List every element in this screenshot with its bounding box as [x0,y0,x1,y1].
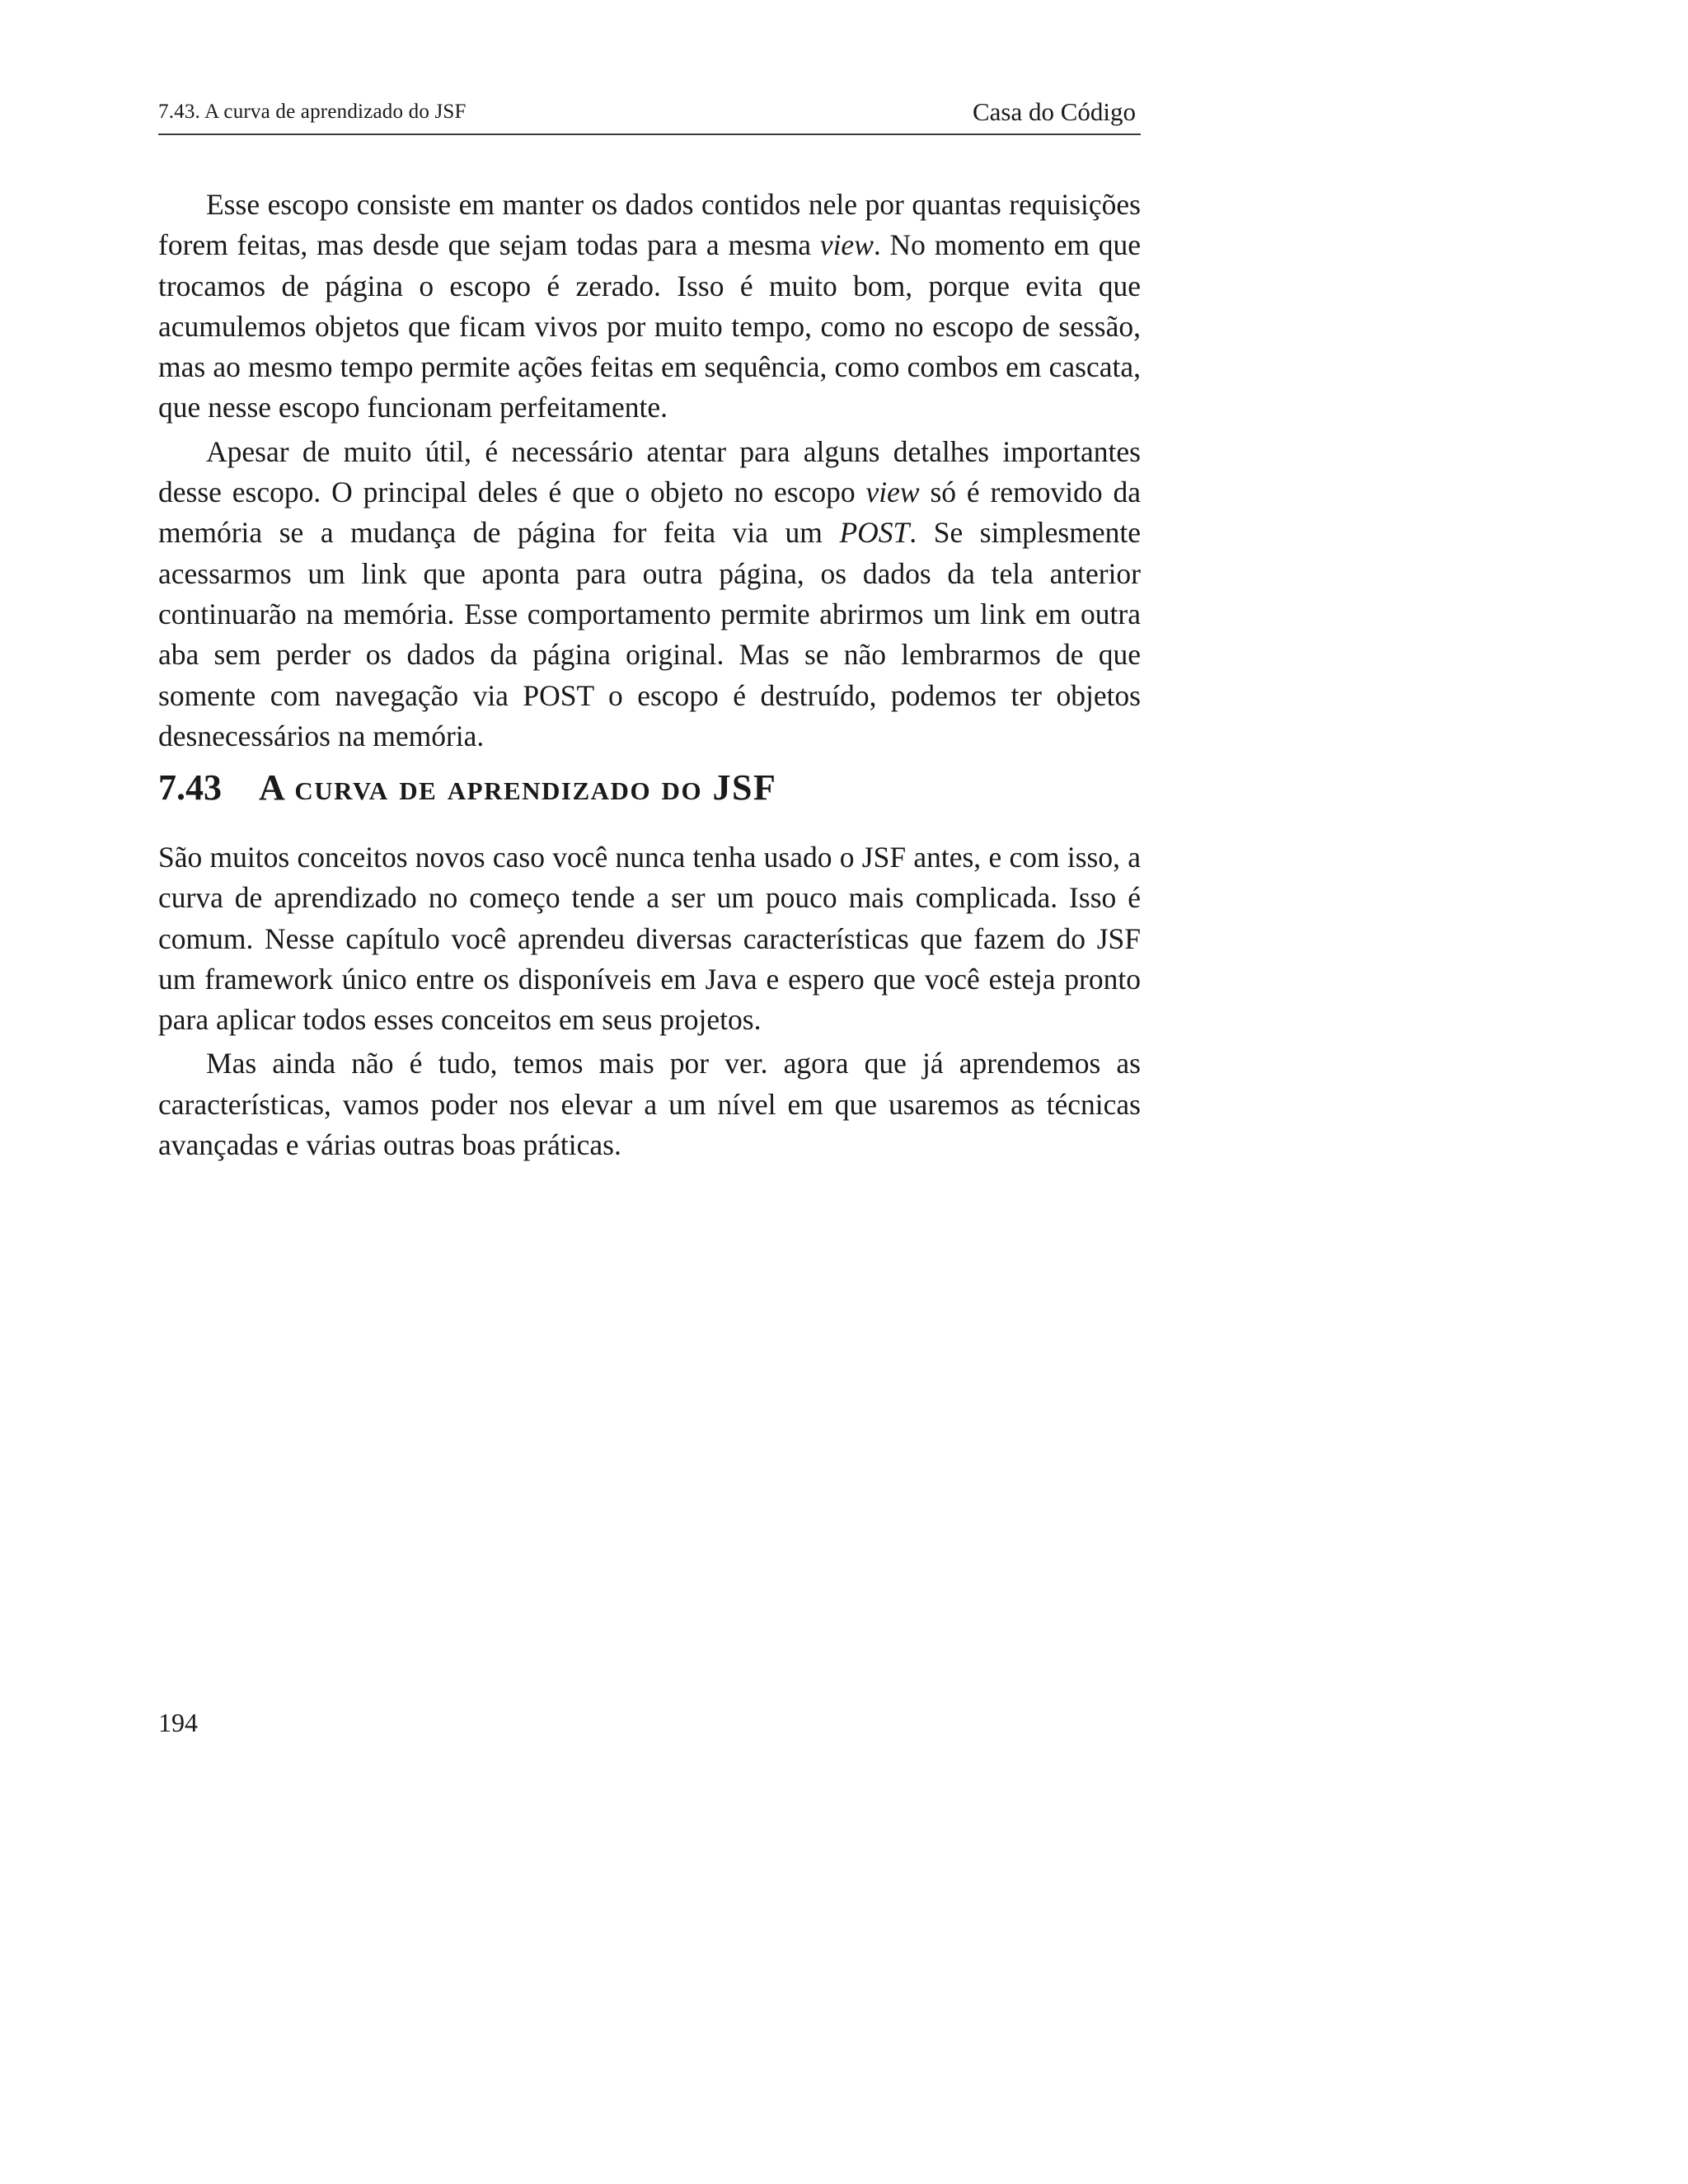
paragraph: Apesar de muito útil, é necessário atentar para alguns detalhes importantes desse escopo. O principal deles é que o objeto no escopo view só é removido da memória se a mudança de página for feita via um POST. Se simplesmente acessarmos um link que aponta para outra página, os dados da tela anterior continuarão na memória. Esse comportamento permite abrirmos um link em outra aba sem perder os dados da página original. Mas se não lembrarmos de que somente com navegação via POST o escopo é destruído, podemos ter objetos desnecessários na memória. [158,434,1141,752]
paragraph: Mas ainda não é tudo, temos mais por ver. agora que já aprendemos as características, vamos poder nos elevar a um nível em que usaremos as técnicas avançadas e várias outras boas práticas. [158,1047,1141,1162]
running-header [158,97,1141,135]
paragraph: São muitos conceitos novos caso você nunca tenha usado o JSF antes, e com isso, a curva de aprendizado no começo tende a ser um pouco mais complicada. Isso é comum. Nesse capítulo você aprendeu diversas características que fazem do JSF um framework único entre os disponíveis em Java e espero que você esteja pronto para aplicar todos esses conceitos em seus projetos. [158,841,1141,1037]
text-block-before-section [158,185,1141,757]
running-header-section: 7.43. A curva de aprendizado do JSF [158,101,467,123]
paragraph: Esse escopo consiste em manter os dados contidos nele por quantas requisições forem feitas, mas desde que sejam todas para a mesma view. No momento em que trocamos de página o escopo é zerado. Isso é muito bom, porque evita que acumulemos objetos que ficam vivos por muito tempo, como no escopo de sessão, mas ao mesmo tempo permite ações feitas em sequência, como combos em cascata, que nesse escopo funcionam perfeitamente. [158,188,1142,424]
running-header-publisher: Casa do Código [972,97,1136,126]
page-number: 194 [158,1708,198,1737]
section-number: 7.43 [158,767,222,808]
section-heading [158,766,1141,816]
book-page [158,0,1141,2184]
text-block-after-section [158,837,1141,1165]
section-title: A curva de aprendizado do JSF [259,767,777,808]
